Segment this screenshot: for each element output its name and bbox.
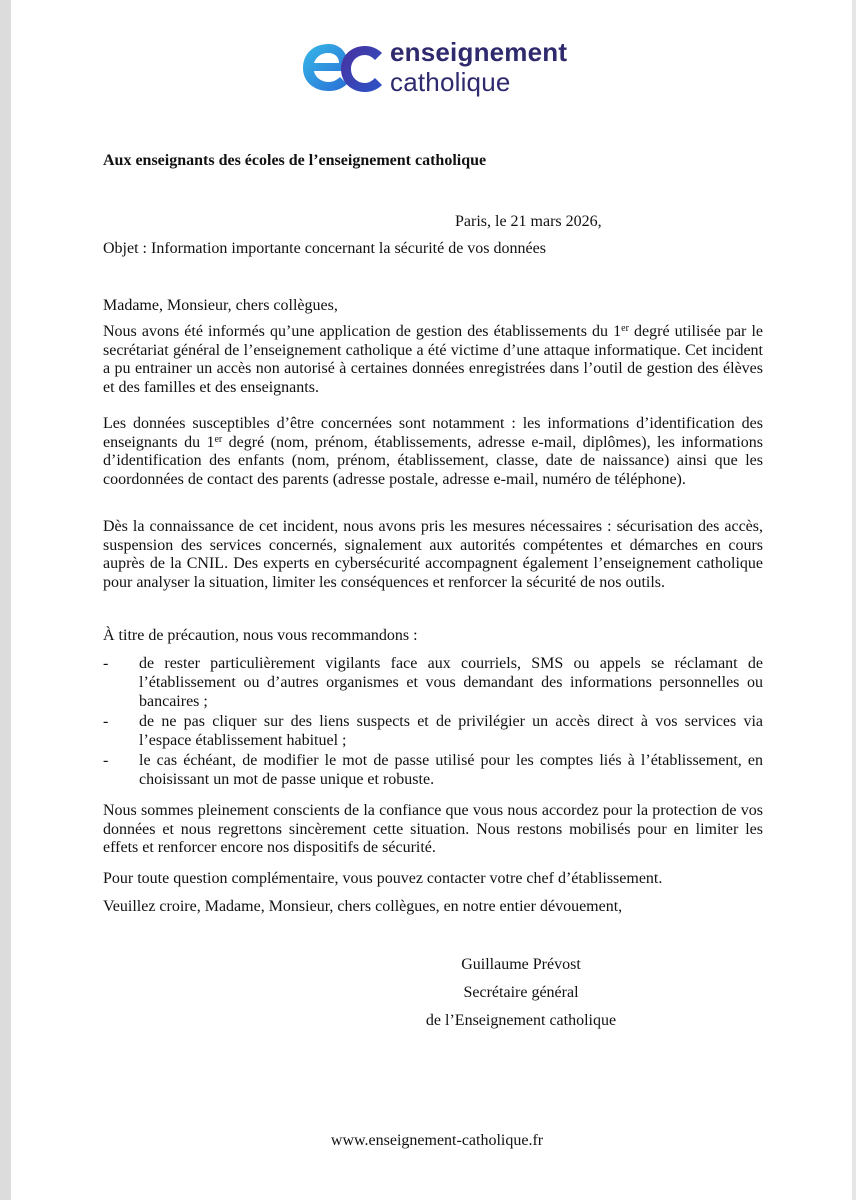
list-item: - le cas échéant, de modifier le mot de passe utilisé pour les comptes liés à l’établissement, en choisissant un mot de passe unique et robuste. [103, 752, 763, 788]
paragraph-recommendations-intro: À titre de précaution, nous vous recommandons : [103, 627, 418, 644]
letter-subject: Objet : Information importante concernant la sécurité de vos données [103, 240, 546, 257]
paragraph-contact: Pour toute question complémentaire, vous pouvez contacter votre chef d’établissement. [103, 870, 663, 887]
enseignement-catholique-logo [299, 36, 589, 106]
paragraph-apology: Nous sommes pleinement conscients de la confiance que vous nous accordez pour la protection de vos données et nous regrettons sincèrement cette situation. Nous restons mobilisés pour en limiter les effets et renforcer encore nos dispositifs de sécurité. [103, 802, 763, 856]
footer-website-link[interactable]: www.enseignement-catholique.fr [330, 1132, 544, 1149]
paragraph-data-concerned: Les données susceptibles d’être concernées sont notamment : les informations d’identification des enseignants du 1er degré (nom, prénom, établissements, adresse e-mail, diplômes), les informations d’identification des enfants (nom, prénom, établissement, classe, date de naissance) ainsi que les coordonnées de contact des parents (adresse postale, adresse e-mail, numéro de téléphone). [103, 415, 763, 488]
logo-wordmark-line2: catholique [390, 67, 511, 97]
list-item: - de ne pas cliquer sur des liens suspects et de privilégier un accès direct à vos services via l’espace établissement habituel ; [103, 713, 763, 749]
ec-logo-icon [299, 36, 385, 98]
recommendations-list [103, 654, 763, 789]
paragraph-incident: Nous avons été informés qu’une application de gestion des établissements du 1er degré utilisée par le secrétariat général de l’enseignement catholique a été victime d’une attaque informatique. Cet incident a pu entrainer un accès non autorisé à certaines données enregistrées dans l’outil de gestion des élèves et des familles et des enseignants. [103, 323, 764, 396]
paragraph-measures: Dès la connaissance de cet incident, nous avons pris les mesures nécessaires : sécurisation des accès, suspension des services concernés, signalement aux autorités compétentes et démarches en cours auprès de la CNIL. Des experts en cybersécurité accompagnent également l’enseignement catholique pour analyser la situation, limiter les conséquences et renforcer la sécurité de nos outils. [103, 518, 763, 591]
page-left-shadow [0, 0, 11, 1200]
letter-salutation: Madame, Monsieur, chers collègues, [103, 297, 338, 314]
list-item: - de rester particulièrement vigilants face aux courriels, SMS ou appels se réclamant de l’établissement ou d’autres organismes et vous demandant des informations personnelles ou bancaires ; [103, 655, 763, 710]
letter-recipients: Aux enseignants des écoles de l’enseignement catholique [103, 152, 487, 169]
letter-place-date: Paris, le 21 mars 2026, [455, 213, 602, 230]
signature-organization: de l’Enseignement catholique [425, 1012, 617, 1029]
signature-title: Secrétaire général [463, 984, 579, 1001]
letter-closing: Veuillez croire, Madame, Monsieur, chers collègues, en notre entier dévouement, [103, 898, 623, 915]
letter-page [11, 0, 852, 1200]
signature-name: Guillaume Prévost [461, 956, 581, 973]
page-right-shadow [852, 0, 856, 1200]
logo-wordmark-line1: enseignement [390, 37, 568, 67]
